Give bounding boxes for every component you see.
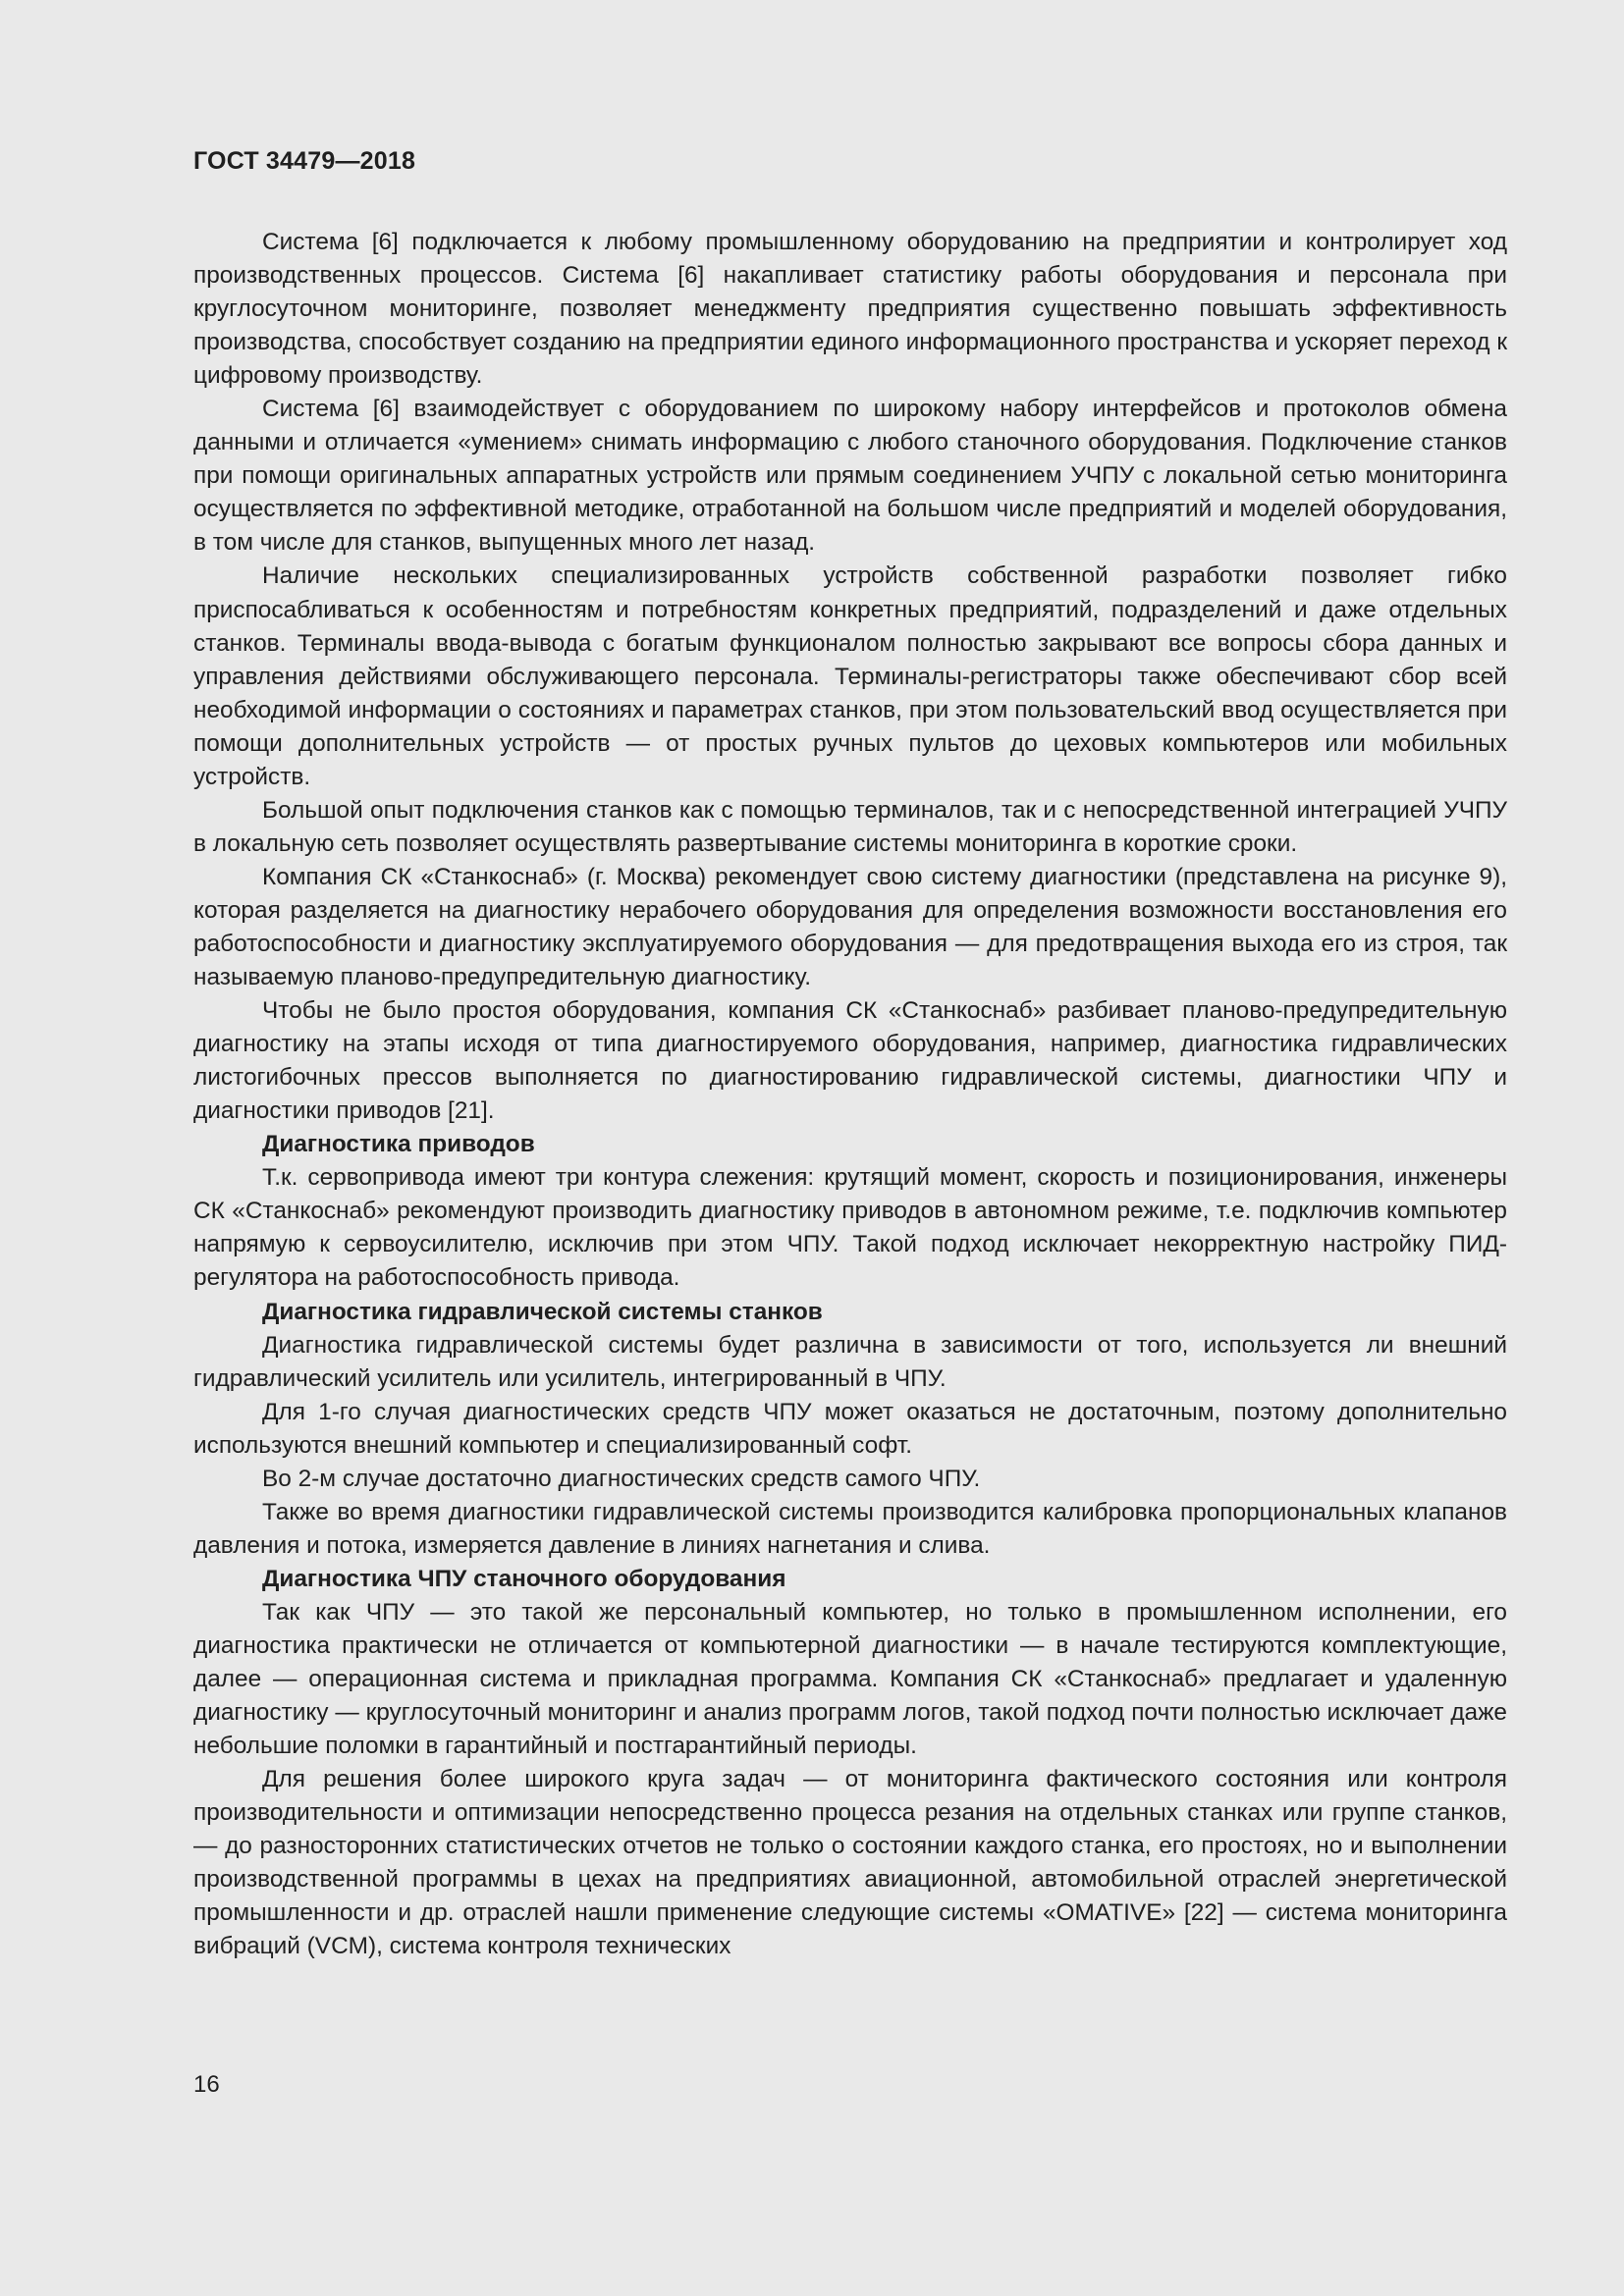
paragraph: Для решения более широкого круга задач — от мониторинга фактического состояния или контроля производительности и оптимизации непосредственно процесса резания на отдельных станках или группе станков, — до разносторонних статистических отчетов не только о состоянии каждого станка, его простоях, но и выполнении производственной программы в цехах на предприятиях авиационной, автомобильной отраслей энергетической промышленности и др. отраслей нашли применение следующие системы «OMATIVE» [22] — система мониторинга вибраций (VCM), система контроля технических — [193, 1766, 1507, 1960]
paragraph: Система [6] взаимодействует с оборудованием по широкому набору интерфейсов и протоколов обмена данными и отличается «умением» снимать информацию с любого станочного оборудования. Подключение станков при помощи оригинальных аппаратных устройств или прямым соединением УЧПУ с локальной сетью мониторинга осуществляется по эффективной методике, отработанной на большом числе предприятий и моделей оборудования, в том числе для станков, выпущенных много лет назад. — [193, 396, 1507, 557]
paragraph: Чтобы не было простоя оборудования, компания СК «Станкоснаб» разбивает планово-предупредительную диагностику на этапы исходя от типа диагностируемого оборудования, например, диагностика гидравлических листогибочных прессов выполняется по диагностированию гидравлической системы, диагностики ЧПУ и диагностики приводов [21]. — [193, 997, 1507, 1125]
paragraph: Во 2-м случае достаточно диагностических средств самого ЧПУ. — [262, 1465, 981, 1492]
section-heading-drives: Диагностика приводов — [262, 1131, 535, 1158]
section-heading-cnc: Диагностика ЧПУ станочного оборудования — [262, 1565, 786, 1592]
paragraph: Так как ЧПУ — это такой же персональный компьютер, но только в промышленном исполнении, его диагностика практически не отличается от компьютерной диагностики — в начале тестируются комплектующие, далее — операционная система и прикладная программа. Компания СК «Станкоснаб» предлагает и удаленную диагностику — круглосуточный мониторинг и анализ программ логов, такой подход почти полностью исключает даже небольшие поломки в гарантийный и постгарантийный периоды. — [193, 1598, 1507, 1760]
paragraph: Для 1-го случая диагностических средств ЧПУ может оказаться не достаточным, поэтому дополнительно используются внешний компьютер и специализированный софт. — [193, 1398, 1507, 1459]
paragraph: Компания СК «Станкоснаб» (г. Москва) рекомендует свою систему диагностики (представлена на рисунке 9), которая разделяется на диагностику нерабочего оборудования для определения возможности восстановления его работоспособности и диагностику эксплуатируемого оборудования — для предотвращения выхода его из строя, так называемую планово-предупредительную диагностику. — [193, 863, 1507, 991]
paragraph: Т.к. сервопривода имеют три контура слежения: крутящий момент, скорость и позиционирования, инженеры СК «Станкоснаб» рекомендуют производить диагностику приводов в автономном режиме, т.е. подключив компьютер напрямую к сервоусилителю, исключив при этом ЧПУ. Такой подход исключает некорректную настройку ПИД-регулятора на работоспособность привода. — [193, 1164, 1507, 1292]
document-body — [193, 226, 1507, 1963]
paragraph: Также во время диагностики гидравлической системы производится калибровка пропорциональных клапанов давления и потока, измеряется давление в линиях нагнетания и слива. — [193, 1498, 1507, 1559]
section-heading-hydraulics: Диагностика гидравлической системы станков — [262, 1298, 823, 1325]
paragraph: Система [6] подключается к любому промышленному оборудованию на предприятии и контролирует ход производственных процессов. Система [6] накапливает статистику работы оборудования и персонала при круглосуточном мониторинге, позволяет менеджменту предприятия существенно повышать эффективность производства, способствует созданию на предприятии единого информационного пространства и ускоряет переход к цифровому производству. — [193, 229, 1507, 390]
paragraph: Диагностика гидравлической системы будет различна в зависимости от того, используется ли внешний гидравлический усилитель или усилитель, интегрированный в ЧПУ. — [193, 1331, 1507, 1392]
paragraph: Большой опыт подключения станков как с помощью терминалов, так и с непосредственной интеграцией УЧПУ в локальную сеть позволяет осуществлять развертывание системы мониторинга в короткие сроки. — [193, 796, 1507, 857]
page-number: 16 — [193, 2071, 220, 2098]
paragraph: Наличие нескольких специализированных устройств собственной разработки позволяет гибко приспосабливаться к особенностям и потребностям конкретных предприятий, подразделений и даже отдельных станков. Терминалы ввода-вывода с богатым функционалом полностью закрывают все вопросы сбора данных и управления действиями обслуживающего персонала. Терминалы-регистраторы также обеспечивают сбор всей необходимой информации о состояниях и параметрах станков, при этом пользовательский ввод осуществляется при помощи дополнительных устройств — от простых ручных пультов до цеховых компьютеров или мобильных устройств. — [193, 562, 1507, 790]
document-code-header: ГОСТ 34479—2018 — [193, 147, 416, 175]
